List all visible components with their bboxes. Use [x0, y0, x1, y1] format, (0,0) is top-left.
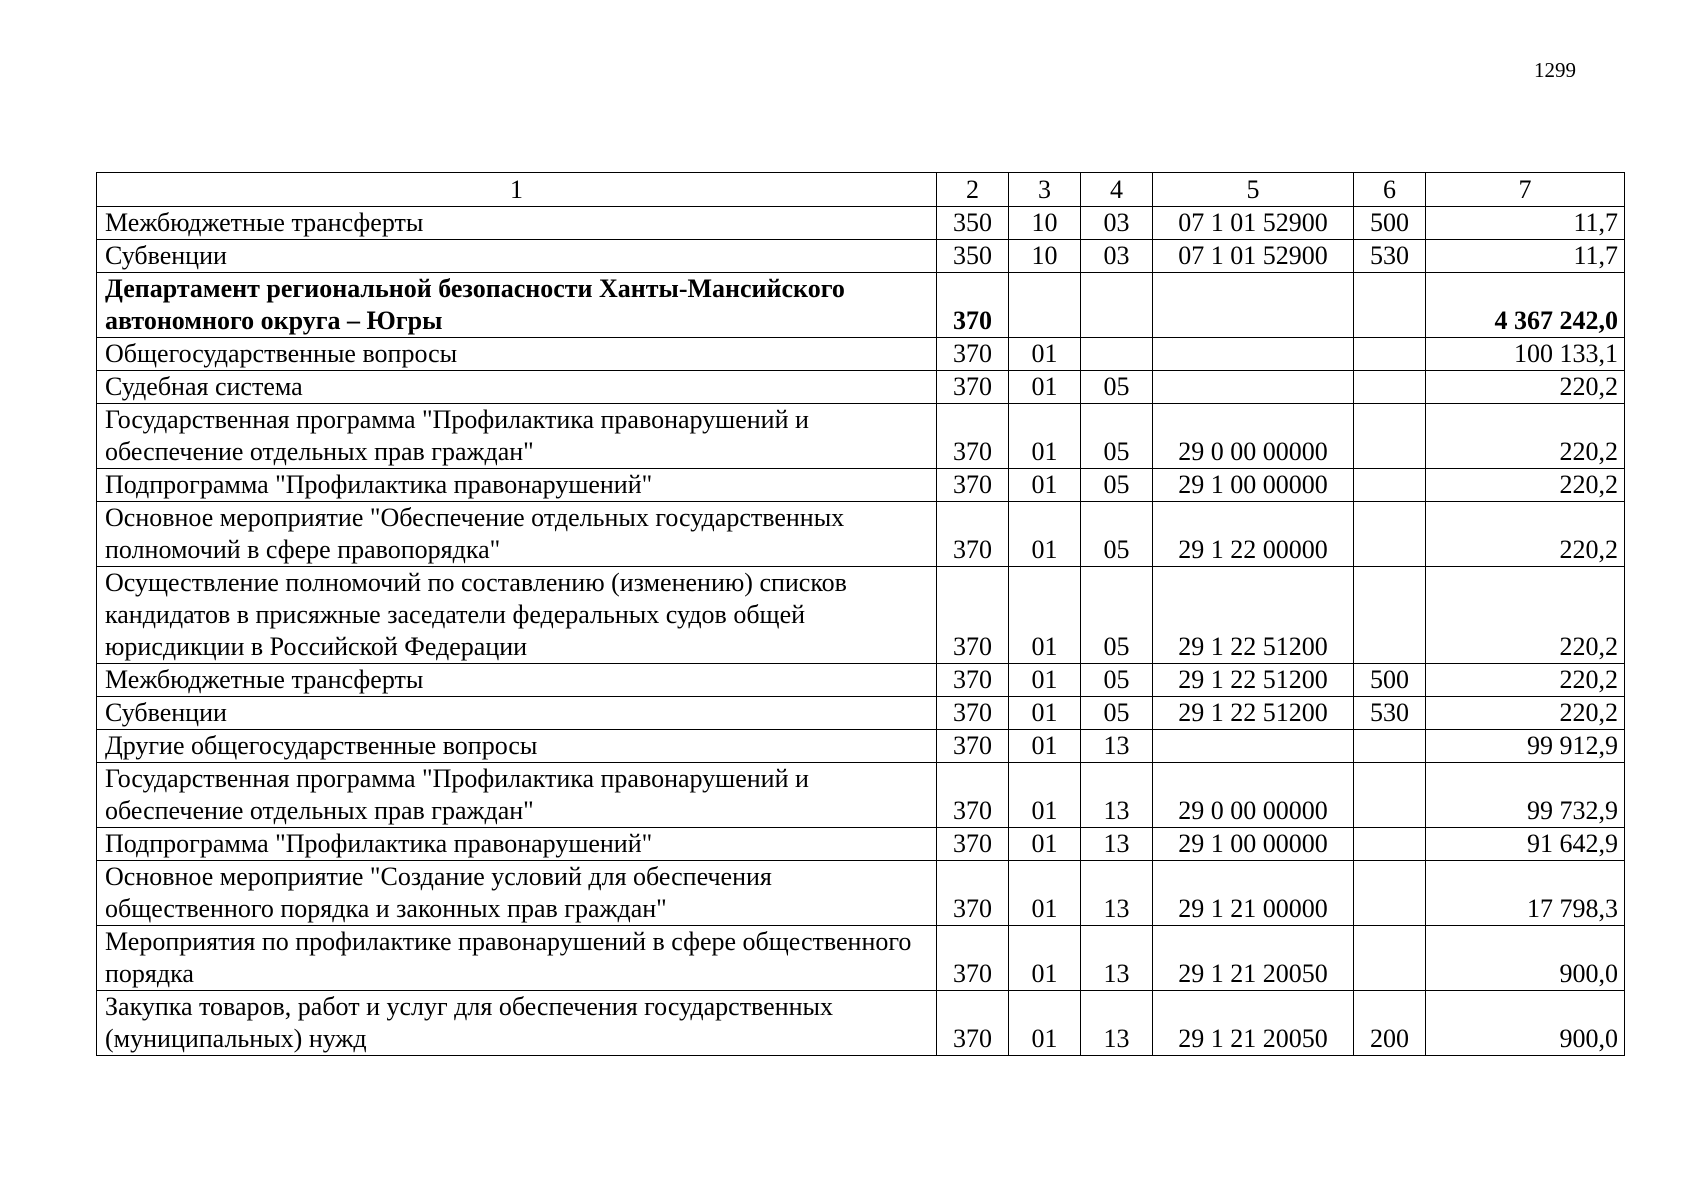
- cell-col-4: 05: [1081, 404, 1153, 469]
- cell-col-3: 01: [1009, 338, 1081, 371]
- cell-col-2: 370: [937, 502, 1009, 567]
- cell-col-2: 370: [937, 664, 1009, 697]
- cell-col-2: 370: [937, 273, 1009, 338]
- cell-col-2: 370: [937, 567, 1009, 664]
- cell-col-4: 03: [1081, 240, 1153, 273]
- cell-name: Межбюджетные трансферты: [97, 207, 937, 240]
- cell-col-7: 220,2: [1426, 469, 1625, 502]
- cell-col-2: 370: [937, 469, 1009, 502]
- cell-col-3: 01: [1009, 926, 1081, 991]
- table-row: [97, 502, 1625, 567]
- cell-col-3: 10: [1009, 240, 1081, 273]
- cell-col-6: [1354, 404, 1426, 469]
- cell-col-2: 370: [937, 371, 1009, 404]
- cell-col-5: 29 1 22 51200: [1153, 697, 1354, 730]
- cell-col-7: 11,7: [1426, 207, 1625, 240]
- column-header: 2: [937, 173, 1009, 207]
- cell-col-2: 370: [937, 828, 1009, 861]
- cell-col-3: 01: [1009, 567, 1081, 664]
- table-row: [97, 469, 1625, 502]
- cell-col-2: 370: [937, 861, 1009, 926]
- cell-col-2: 370: [937, 926, 1009, 991]
- cell-col-4: 05: [1081, 502, 1153, 567]
- cell-col-3: 01: [1009, 763, 1081, 828]
- cell-name: Субвенции: [97, 697, 937, 730]
- cell-col-2: 370: [937, 730, 1009, 763]
- cell-name: Закупка товаров, работ и услуг для обеспечения государственных (муниципальных) нужд: [97, 991, 937, 1056]
- cell-col-3: 01: [1009, 404, 1081, 469]
- cell-col-6: [1354, 469, 1426, 502]
- cell-col-3: 01: [1009, 502, 1081, 567]
- cell-col-7: 91 642,9: [1426, 828, 1625, 861]
- cell-name: Общегосударственные вопросы: [97, 338, 937, 371]
- cell-col-5: 29 1 21 20050: [1153, 991, 1354, 1056]
- cell-col-7: 900,0: [1426, 926, 1625, 991]
- table-row: [97, 664, 1625, 697]
- cell-col-2: 370: [937, 404, 1009, 469]
- column-header: 1: [97, 173, 937, 207]
- cell-col-4: 05: [1081, 664, 1153, 697]
- cell-col-5: 29 1 00 00000: [1153, 469, 1354, 502]
- cell-col-3: 01: [1009, 828, 1081, 861]
- cell-col-5: 29 0 00 00000: [1153, 404, 1354, 469]
- cell-col-7: 99 732,9: [1426, 763, 1625, 828]
- cell-col-3: 01: [1009, 697, 1081, 730]
- cell-col-5: [1153, 338, 1354, 371]
- table-body: [97, 207, 1625, 1056]
- table-row: [97, 567, 1625, 664]
- cell-name: Межбюджетные трансферты: [97, 664, 937, 697]
- cell-col-4: 13: [1081, 991, 1153, 1056]
- table-row: [97, 273, 1625, 338]
- cell-col-2: 370: [937, 991, 1009, 1056]
- cell-col-4: 13: [1081, 730, 1153, 763]
- cell-col-4: 13: [1081, 861, 1153, 926]
- cell-col-2: 370: [937, 697, 1009, 730]
- cell-col-3: 10: [1009, 207, 1081, 240]
- cell-col-5: 07 1 01 52900: [1153, 240, 1354, 273]
- cell-col-6: [1354, 502, 1426, 567]
- cell-col-6: [1354, 926, 1426, 991]
- table-row: [97, 861, 1625, 926]
- cell-col-6: [1354, 273, 1426, 338]
- cell-col-7: 220,2: [1426, 697, 1625, 730]
- cell-col-3: 01: [1009, 371, 1081, 404]
- column-header: 3: [1009, 173, 1081, 207]
- cell-col-3: 01: [1009, 991, 1081, 1056]
- cell-col-6: [1354, 861, 1426, 926]
- cell-name: Департамент региональной безопасности Ханты-Мансийского автономного округа – Югры: [97, 273, 937, 338]
- cell-col-7: 100 133,1: [1426, 338, 1625, 371]
- cell-col-4: 05: [1081, 697, 1153, 730]
- table-row: [97, 991, 1625, 1056]
- cell-col-6: [1354, 763, 1426, 828]
- cell-col-5: 29 1 22 00000: [1153, 502, 1354, 567]
- cell-col-2: 370: [937, 338, 1009, 371]
- cell-col-7: 220,2: [1426, 502, 1625, 567]
- cell-col-5: 29 1 21 00000: [1153, 861, 1354, 926]
- cell-col-5: 29 0 00 00000: [1153, 763, 1354, 828]
- cell-name: Основное мероприятие "Обеспечение отдельных государственных полномочий в сфере правопорядка": [97, 502, 937, 567]
- cell-col-7: 99 912,9: [1426, 730, 1625, 763]
- table-row: [97, 207, 1625, 240]
- table-row: [97, 240, 1625, 273]
- cell-col-5: [1153, 371, 1354, 404]
- cell-name: Государственная программа "Профилактика правонарушений и обеспечение отдельных прав граждан": [97, 763, 937, 828]
- cell-name: Государственная программа "Профилактика правонарушений и обеспечение отдельных прав граждан": [97, 404, 937, 469]
- cell-col-5: 29 1 22 51200: [1153, 664, 1354, 697]
- cell-col-4: 03: [1081, 207, 1153, 240]
- cell-col-4: 13: [1081, 926, 1153, 991]
- cell-name: Судебная система: [97, 371, 937, 404]
- cell-col-7: 220,2: [1426, 567, 1625, 664]
- cell-col-5: 29 1 21 20050: [1153, 926, 1354, 991]
- page-number: 1299: [1534, 58, 1576, 82]
- cell-col-6: 500: [1354, 664, 1426, 697]
- cell-col-7: 220,2: [1426, 404, 1625, 469]
- cell-col-6: 200: [1354, 991, 1426, 1056]
- table-row: [97, 697, 1625, 730]
- table-row: [97, 926, 1625, 991]
- column-header: 5: [1153, 173, 1354, 207]
- cell-col-7: 220,2: [1426, 664, 1625, 697]
- table-row: [97, 828, 1625, 861]
- cell-name: Основное мероприятие "Создание условий для обеспечения общественного порядка и законных прав граждан": [97, 861, 937, 926]
- cell-col-3: 01: [1009, 730, 1081, 763]
- header-row: [97, 173, 1625, 207]
- cell-col-7: 900,0: [1426, 991, 1625, 1056]
- cell-col-5: [1153, 730, 1354, 763]
- table-row: [97, 404, 1625, 469]
- cell-col-3: [1009, 273, 1081, 338]
- cell-name: Другие общегосударственные вопросы: [97, 730, 937, 763]
- cell-col-6: [1354, 828, 1426, 861]
- table-row: [97, 338, 1625, 371]
- cell-col-6: 500: [1354, 207, 1426, 240]
- cell-col-2: 350: [937, 240, 1009, 273]
- cell-col-4: [1081, 338, 1153, 371]
- table-row: [97, 371, 1625, 404]
- budget-table: [96, 172, 1625, 1056]
- cell-col-5: 29 1 22 51200: [1153, 567, 1354, 664]
- table-row: [97, 730, 1625, 763]
- cell-name: Субвенции: [97, 240, 937, 273]
- cell-name: Мероприятия по профилактике правонарушений в сфере общественного порядка: [97, 926, 937, 991]
- cell-col-4: 13: [1081, 828, 1153, 861]
- cell-col-7: 17 798,3: [1426, 861, 1625, 926]
- cell-col-6: [1354, 567, 1426, 664]
- cell-col-5: 29 1 00 00000: [1153, 828, 1354, 861]
- cell-col-7: 4 367 242,0: [1426, 273, 1625, 338]
- cell-col-4: 05: [1081, 371, 1153, 404]
- cell-col-7: 11,7: [1426, 240, 1625, 273]
- cell-col-3: 01: [1009, 861, 1081, 926]
- cell-col-7: 220,2: [1426, 371, 1625, 404]
- cell-col-6: 530: [1354, 697, 1426, 730]
- cell-col-4: 05: [1081, 469, 1153, 502]
- cell-name: Подпрограмма "Профилактика правонарушений": [97, 828, 937, 861]
- column-header: 6: [1354, 173, 1426, 207]
- column-header: 7: [1426, 173, 1625, 207]
- cell-col-6: [1354, 730, 1426, 763]
- cell-col-5: 07 1 01 52900: [1153, 207, 1354, 240]
- cell-col-4: 05: [1081, 567, 1153, 664]
- column-header: 4: [1081, 173, 1153, 207]
- cell-col-5: [1153, 273, 1354, 338]
- cell-col-6: [1354, 338, 1426, 371]
- cell-col-2: 350: [937, 207, 1009, 240]
- cell-col-3: 01: [1009, 469, 1081, 502]
- cell-col-2: 370: [937, 763, 1009, 828]
- cell-col-6: [1354, 371, 1426, 404]
- table-row: [97, 763, 1625, 828]
- cell-col-3: 01: [1009, 664, 1081, 697]
- cell-col-6: 530: [1354, 240, 1426, 273]
- cell-name: Подпрограмма "Профилактика правонарушений": [97, 469, 937, 502]
- cell-name: Осуществление полномочий по составлению (изменению) списков кандидатов в присяжные заседатели федеральных судов общей юрисдикции в Российской Федерации: [97, 567, 937, 664]
- cell-col-4: 13: [1081, 763, 1153, 828]
- cell-col-4: [1081, 273, 1153, 338]
